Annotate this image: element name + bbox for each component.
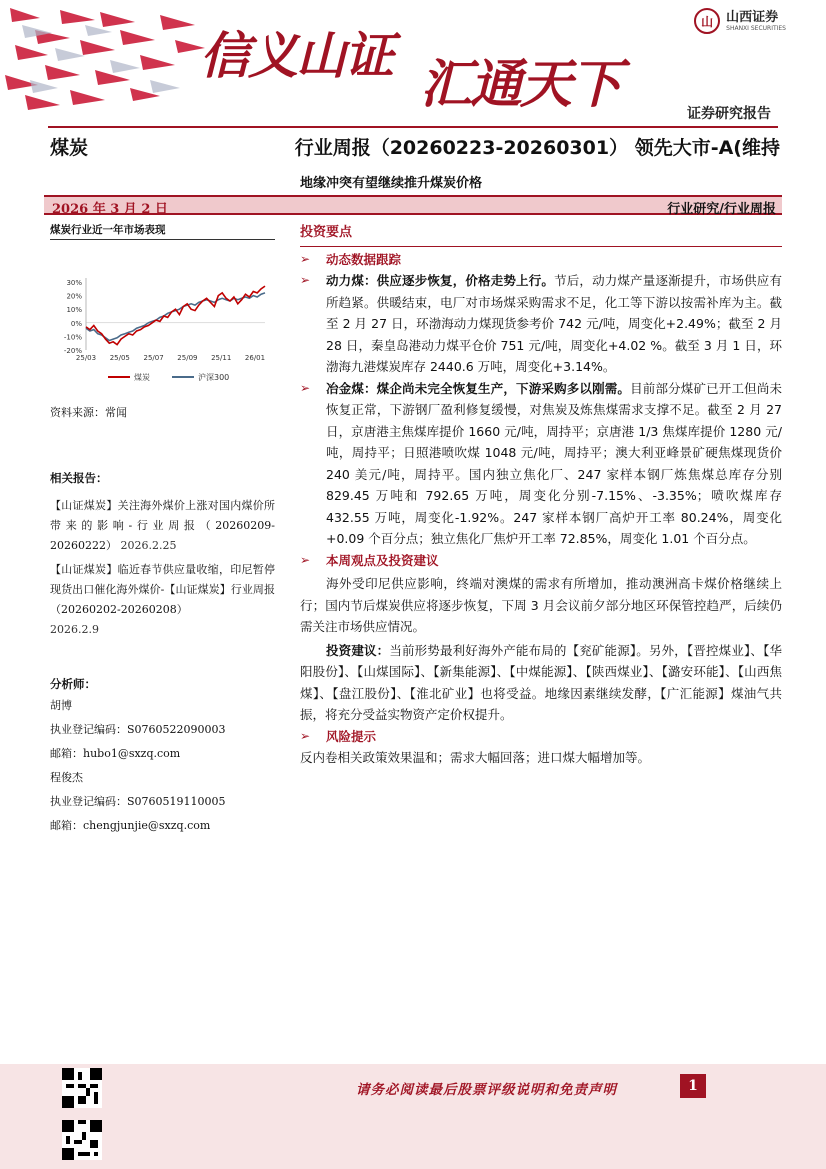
- power-coal-body: 节后，动力煤产量逐渐提升，市场供应有所趋紧。供暖结束，电厂对市场煤采购需求不足，化工等下游以按需补库为主。截至 2 月 27 日，环渤海动力煤现货参考价 742 元/吨，周变化+2.49%；截至 2 月 28 日，秦皇岛港动力煤平仓价 751 元/吨，周变化+4.02 %。截至 3 月 1 日，环渤海九港煤炭库存 2440.6 万吨，周变化+3.14%。: [326, 273, 782, 374]
- arrow-bullet-icon: ➢: [300, 380, 311, 395]
- advice-lead: 投资建议：: [326, 642, 390, 658]
- report-type: 证券研究报告: [687, 106, 771, 122]
- section-heading: 风险提示: [326, 728, 377, 744]
- performance-chart: [50, 242, 275, 394]
- date-bar: [44, 195, 782, 215]
- x-tick-label: 26/01: [244, 354, 266, 362]
- risk-text: 反内卷相关政策效果温和；需求大幅回落；进口煤大幅增加等。: [300, 750, 651, 765]
- power-coal-item: [300, 270, 782, 378]
- x-tick-label: 25/07: [143, 354, 164, 362]
- analyst-2: [50, 766, 275, 838]
- company-logo: [694, 8, 786, 34]
- key-points-heading: 投资要点: [300, 222, 782, 247]
- related-report-text: 【山证煤炭】临近春节供应量收缩，印尼暂停现货出口催化海外煤价-【山证煤炭】行业周报（20260202-20260208）: [50, 563, 275, 616]
- qr-code-icon: [62, 1120, 102, 1160]
- x-tick-label: 25/03: [75, 354, 97, 362]
- chart-source: 资料来源：常闻: [50, 406, 127, 419]
- related-report-2[interactable]: [50, 560, 275, 640]
- sidebar: [50, 222, 275, 838]
- report-subtitle: 地缘冲突有望继续推升煤炭价格: [300, 176, 483, 191]
- related-report-text: 【山证煤炭】关注海外煤价上涨对国内煤价所带来的影响-行业周报（20260209-20260222）: [50, 499, 275, 552]
- related-reports-heading: 相关报告：: [50, 471, 108, 485]
- met-coal-lead: 冶金煤：煤企尚未完全恢复生产，下游采购多以刚需。: [326, 380, 631, 396]
- slogan-part1: 信义山证: [200, 26, 392, 85]
- analyst-1: [50, 694, 275, 766]
- met-coal-item: [300, 378, 782, 550]
- section-heading: 动态数据跟踪: [326, 251, 402, 267]
- header-divider: [48, 126, 778, 128]
- y-tick-label: -20%: [63, 347, 82, 355]
- report-date: 2026 年 3 月 2 日: [52, 202, 168, 217]
- x-tick-label: 25/05: [109, 354, 130, 362]
- qr-code-icon: [62, 1068, 102, 1108]
- logo-cn: 山西证券: [726, 9, 779, 25]
- advice-paragraph: [300, 640, 782, 726]
- chart-title: 煤炭行业近一年市场表现: [50, 222, 275, 240]
- advice-body: 当前形势最利好海外产能布局的【兖矿能源】。另外，【晋控煤业】、【华阳股份】、【山煤国际】、【新集能源】、【中煤能源】、【陕西煤业】、【潞安环能】、【山西焦煤】、【盘江股份】、【淮北矿业】也将受益。地缘因素继续发酵，【广汇能源】煤油气共振，将充分受益实物资产定价权提升。: [300, 642, 782, 722]
- related-report-date: 2026.2.9: [50, 623, 99, 636]
- arrow-bullet-icon: ➢: [300, 728, 311, 743]
- analyst-email[interactable]: 邮箱：hubo1@sxzq.com: [50, 747, 181, 760]
- analyst-name: 程俊杰: [50, 771, 83, 784]
- series-line-coal: [86, 286, 265, 345]
- analyst-license: 执业登记编码：S0760522090003: [50, 723, 226, 736]
- y-tick-label: 10%: [66, 306, 82, 315]
- x-tick-label: 25/09: [177, 354, 198, 362]
- legend-label-coal: 煤炭: [134, 373, 150, 382]
- met-coal-body: 目前部分煤矿已开工但尚未恢复正常，下游钢厂盈利修复缓慢，对焦炭及炼焦煤需求支撑不足。截至 2 月 27 日，京唐港主焦煤库提价 1660 元/吨，周持平；京唐港 1/3 焦煤库提价 1280 元/吨，周持平；日照港喷吹煤 1048 元/吨，周持平；澳大利亚峰景矿硬焦煤现货价 240 美元/吨，周持平。国内独立焦化厂、247 家样本钢厂炼焦煤总库存分别 829.45 万吨和 792.65 万吨，周变化分别-7.15%、-3.35%；喷吹煤库存 432.55 万吨，周变化-1.92%。247 家样本钢厂高炉开工率 80.24%，周变化+0.09 个百分点；独立焦化厂焦炉开工率 72.85%，周变化 1.01 个百分点。: [326, 380, 782, 546]
- analyst-heading: 分析师：: [50, 677, 96, 691]
- header-banner: [0, 0, 826, 128]
- analyst-license: 执业登记编码：S0760519110005: [50, 795, 226, 808]
- section-view: [300, 550, 782, 572]
- legend-label-csi300: 沪深300: [198, 373, 230, 382]
- arrow-bullet-icon: ➢: [300, 552, 311, 567]
- x-tick-label: 25/11: [211, 354, 232, 362]
- report-title: 行业周报（20260223-20260301） 领先大市-A(维持: [294, 137, 780, 159]
- section-heading: 本周观点及投资建议: [326, 552, 439, 568]
- y-tick-label: -10%: [63, 333, 82, 342]
- section-dynamic-data: [300, 249, 782, 271]
- power-coal-lead: 动力煤：供应逐步恢复，价格走势上行。: [326, 273, 555, 288]
- report-category: 行业研究/行业周报: [667, 202, 776, 217]
- logo-emblem-icon: 山: [694, 8, 720, 34]
- logo-en: SHANXI SECURITIES: [726, 24, 786, 32]
- arrow-bullet-icon: ➢: [300, 251, 311, 266]
- arrow-bullet-icon: ➢: [300, 273, 311, 287]
- analyst-name: 胡博: [50, 699, 72, 712]
- y-tick-label: 20%: [66, 292, 82, 301]
- related-report-1[interactable]: [50, 496, 275, 556]
- related-report-date: 2026.2.25: [120, 539, 177, 552]
- chart-svg: [50, 242, 275, 394]
- section-risk: [300, 726, 782, 748]
- main-content: [300, 222, 782, 769]
- y-tick-label: 0%: [70, 319, 82, 328]
- page-number: 1: [680, 1074, 706, 1098]
- y-tick-label: 30%: [66, 279, 82, 287]
- view-paragraph: 海外受印尼供应影响，终端对澳煤的需求有所增加，推动澳洲高卡煤价格继续上行；国内节后煤炭供应将逐步恢复，下周 3 月会议前夕部分地区环保管控趋严，后续仍需关注市场供应情况。: [300, 576, 782, 634]
- series-line-csi300: [86, 293, 265, 341]
- analyst-email[interactable]: 邮箱：chengjunjie@sxzq.com: [50, 819, 211, 832]
- slogan-part2: 汇通天下: [420, 54, 621, 115]
- footer-disclaimer: 请务必阅读最后股票评级说明和免责声明: [356, 1082, 617, 1098]
- sector-label: 煤炭: [50, 137, 89, 159]
